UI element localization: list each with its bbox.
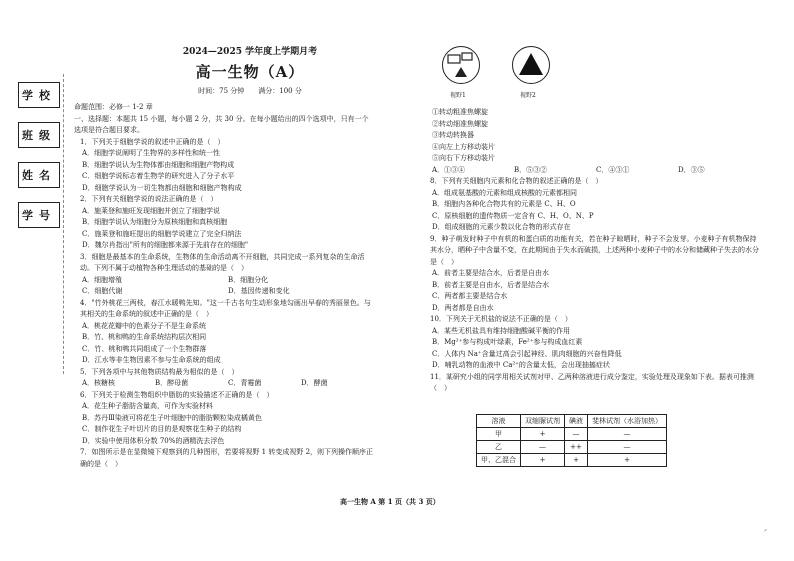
option-text: ⑤向右下方移动装片 xyxy=(432,154,495,162)
corner-mark: ᐟ xyxy=(764,528,767,536)
table-header-cell: 斐林试剂（水浴加热） xyxy=(588,415,667,428)
option-text: C．施莱登和施旺提出的细胞学说建立了完全归纳法 xyxy=(82,229,242,238)
question-stem: 2．下列有关细胞学说的说法正确的是（ ） xyxy=(80,195,218,203)
option-text: A．细胞学说阐明了生物界的多样性和统一性 xyxy=(82,149,221,157)
question-stem: 4．"竹外桃花三两枝，春江水暖鸭先知。"这一千古名句生动形象地勾画出早春的秀丽景色。与其相关的生命系统的叙述中正确的是（ ） xyxy=(80,298,371,318)
option-text: C．竹、桃和鸭共同组成了一个生物群落 xyxy=(82,344,207,353)
table-header-cell: 碘液 xyxy=(565,415,588,428)
option-text: B．醉母菌 xyxy=(155,379,189,387)
option-text: ①转动粗准焦螺旋 xyxy=(432,108,488,116)
name-box: 姓名 xyxy=(18,162,60,188)
table-cell: — xyxy=(565,428,588,441)
option-row xyxy=(424,165,760,177)
question-stem: 11．某研究小组的同学用相关试剂对甲、乙两种溶液进行成分鉴定，实验处理及现象如下表。据表可推测（ ） xyxy=(430,372,754,392)
option-text: D．江水等非生物因素不参与生命系统的组成 xyxy=(82,356,221,364)
option-text: B．细胞内各种化合物共有的元素是 C、H、O xyxy=(432,200,576,208)
question-stem: 1．下列关于细胞学说的叙述中正确的是（ ） xyxy=(80,137,225,146)
option-text: B．前者主要是自由水，后者是结合水 xyxy=(432,280,550,289)
option-text: C．④③① xyxy=(596,165,630,174)
table-row xyxy=(477,428,667,441)
option-text: B．Mg²⁺参与构成叶绿素，Fe²⁺参与构成血红素 xyxy=(432,338,583,346)
option-text: B．细胞学说认为细胞分为原核细胞和真核细胞 xyxy=(82,218,228,226)
view2-circle xyxy=(512,46,550,84)
exam-header xyxy=(100,44,400,96)
exam-time-score: 时间：75 分钟 满分：100 分 xyxy=(198,87,302,95)
option-row xyxy=(74,286,374,298)
question-stem: 8．下列有关细胞内元素和化合物的叙述正确的是（ ） xyxy=(430,177,603,185)
option-text: D．酵菌 xyxy=(301,379,328,387)
question-stem: 10．下列关于无机盐的说法不正确的是（ ） xyxy=(430,315,572,323)
view1-circle xyxy=(442,46,480,84)
option-text: A．①③④ xyxy=(432,165,466,174)
question-stem: 3．细胞是最基本的生命系统，生物体的生命活动离不开细胞，共同完成一系列复杂的生命活动。下列不属于动植物各种生理活动的基础的是（ ） xyxy=(80,252,365,272)
view2-drawing xyxy=(513,47,549,83)
page-footer: 高一生物 A 第 1 页（共 3 页） xyxy=(340,497,440,506)
table-cell: + xyxy=(588,454,667,467)
option-text: A．某些无机盐具有维持细胞酸碱平衡的作用 xyxy=(432,326,571,335)
right-column xyxy=(424,107,760,395)
table-cell: + xyxy=(565,454,588,467)
microscope-views-figure xyxy=(436,44,566,104)
option-text: C．人体内 Na⁺含量过高会引起神经、肌肉细胞的兴奋性降低 xyxy=(432,349,622,358)
exam-subtitle: 2024—2025 学年度上学期月考 xyxy=(182,47,318,57)
table-header-row xyxy=(477,415,667,428)
table-cell: + xyxy=(521,428,565,441)
option-text: D．两者都是自由水 xyxy=(432,303,494,312)
option-row xyxy=(74,378,374,390)
left-column xyxy=(74,102,374,470)
view1-drawing xyxy=(443,47,479,83)
option-text: D．组成细胞的元素少数以化合物的形式存在 xyxy=(432,223,571,231)
option-text: B．苏丹Ⅲ染液可将花生子叶细胞中的脂肪颗粒染成橘黄色 xyxy=(82,413,262,422)
table-header-cell: 双缩脲试剂 xyxy=(521,415,565,428)
option-text: B．竹、桃和鸭的生命系统结构层次相同 xyxy=(82,333,207,341)
option-text: C．原核细胞的遗传物质一定含有 C、H、O、N、P xyxy=(432,211,594,220)
option-text: C．两者都主要是结合水 xyxy=(432,292,508,300)
view2-label: 视野2 xyxy=(520,92,536,99)
binding-margin xyxy=(14,74,64,374)
option-text: C．制作花生子叶切片的目的是观察花生种子的结构 xyxy=(82,425,242,433)
section-one-instructions: 一、选择题：本题共 15 小题，每小题 2 分，共 30 分。在每小题给出的四个选项中，只有一个选项是符合题目要求。 xyxy=(74,114,369,134)
option-text: A．施莱登和施旺发现细胞并创立了细胞学说 xyxy=(82,206,221,215)
school-box: 学校 xyxy=(18,82,60,108)
option-text: D．细胞学说认为一切生物都由细胞和细胞产物构成 xyxy=(82,183,242,192)
option-row xyxy=(74,275,374,287)
question-stem: 7．如图所示是在显微镜下观察到的几种图形，若要将视野 1 转变成视野 2，则下列操作顺序正确的是（ ） xyxy=(80,448,374,468)
table-cell: 甲、乙混合 xyxy=(477,454,521,467)
exam-title: 高一生物（A） xyxy=(195,63,305,81)
option-text: D．基因传递和变化 xyxy=(228,287,290,295)
option-text: B．细胞分化 xyxy=(228,275,269,284)
option-text: A．前者主要是结合水，后者是自由水 xyxy=(432,269,550,277)
question-stem: 6．下列关于检测生物组织中脂肪的实验描述不正确的是（ ） xyxy=(80,390,274,399)
question-stem: 9．种子萌发时种子中有机的和蛋白质的功能有关，若在种子晾晒时，种子不会发芽。小麦种子有机物保持其水分，晒种子中含量不变，在此期间由于失水而破损，上述两种小麦种子中的水分和储藏种子失去的水分是（ ） xyxy=(430,234,759,266)
table-header-cell: 溶液 xyxy=(477,415,521,428)
table-cell: 甲 xyxy=(477,428,521,441)
option-text: B．细胞学说认为生物体都由细胞和细胞产物构成 xyxy=(82,160,235,169)
option-text: D．哺乳动物的血液中 Ca²⁺的含量太低，会出现抽搐症状 xyxy=(432,361,610,369)
option-text: C．细胞代谢 xyxy=(82,287,123,295)
table-cell: — xyxy=(588,441,667,454)
option-text: ②转动细准焦螺旋 xyxy=(432,119,488,128)
option-text: D．魏尔肖指出"所有的细胞都来源于先前存在的细胞" xyxy=(82,241,249,249)
option-text: A．花生种子脂肪含量高，可作为实验材料 xyxy=(82,402,214,410)
number-box: 学号 xyxy=(18,202,60,228)
table-cell: + xyxy=(521,454,565,467)
class-box: 班级 xyxy=(18,122,60,148)
question-stem: 5．下列各项中与其他物质结构最为相似的是（ ） xyxy=(80,367,239,376)
table-cell: 乙 xyxy=(477,441,521,454)
table-cell: ++ xyxy=(565,441,588,454)
table-row xyxy=(477,441,667,454)
option-text: C．细胞学说标志着生物学的研究进入了分子水平 xyxy=(82,172,235,180)
view1-label: 视野1 xyxy=(450,92,466,99)
table-cell: — xyxy=(588,428,667,441)
table-row xyxy=(477,454,667,467)
option-text: ④向左上方移动装片 xyxy=(432,142,495,151)
option-text: D．③⑤ xyxy=(678,165,705,174)
exam-scope: 命题范围：必修一 1-2 章 xyxy=(74,103,153,111)
option-text: A．核糖核 xyxy=(82,379,116,387)
option-text: A．组成氨基酸的元素和组成核酸的元素都相同 xyxy=(432,188,578,197)
option-text: ③转动转换器 xyxy=(432,131,474,139)
option-text: A．细胞增殖 xyxy=(82,275,123,284)
option-text: C．青霉菌 xyxy=(228,379,262,387)
option-text: A．桃花花瓣中的色素分子不是生命系统 xyxy=(82,321,207,330)
table-cell: — xyxy=(521,441,565,454)
option-text: B．⑤③② xyxy=(514,165,548,174)
experiment-table xyxy=(476,414,667,467)
option-text: D．实验中使用体积分数 70%的酒精洗去浮色 xyxy=(82,436,225,445)
